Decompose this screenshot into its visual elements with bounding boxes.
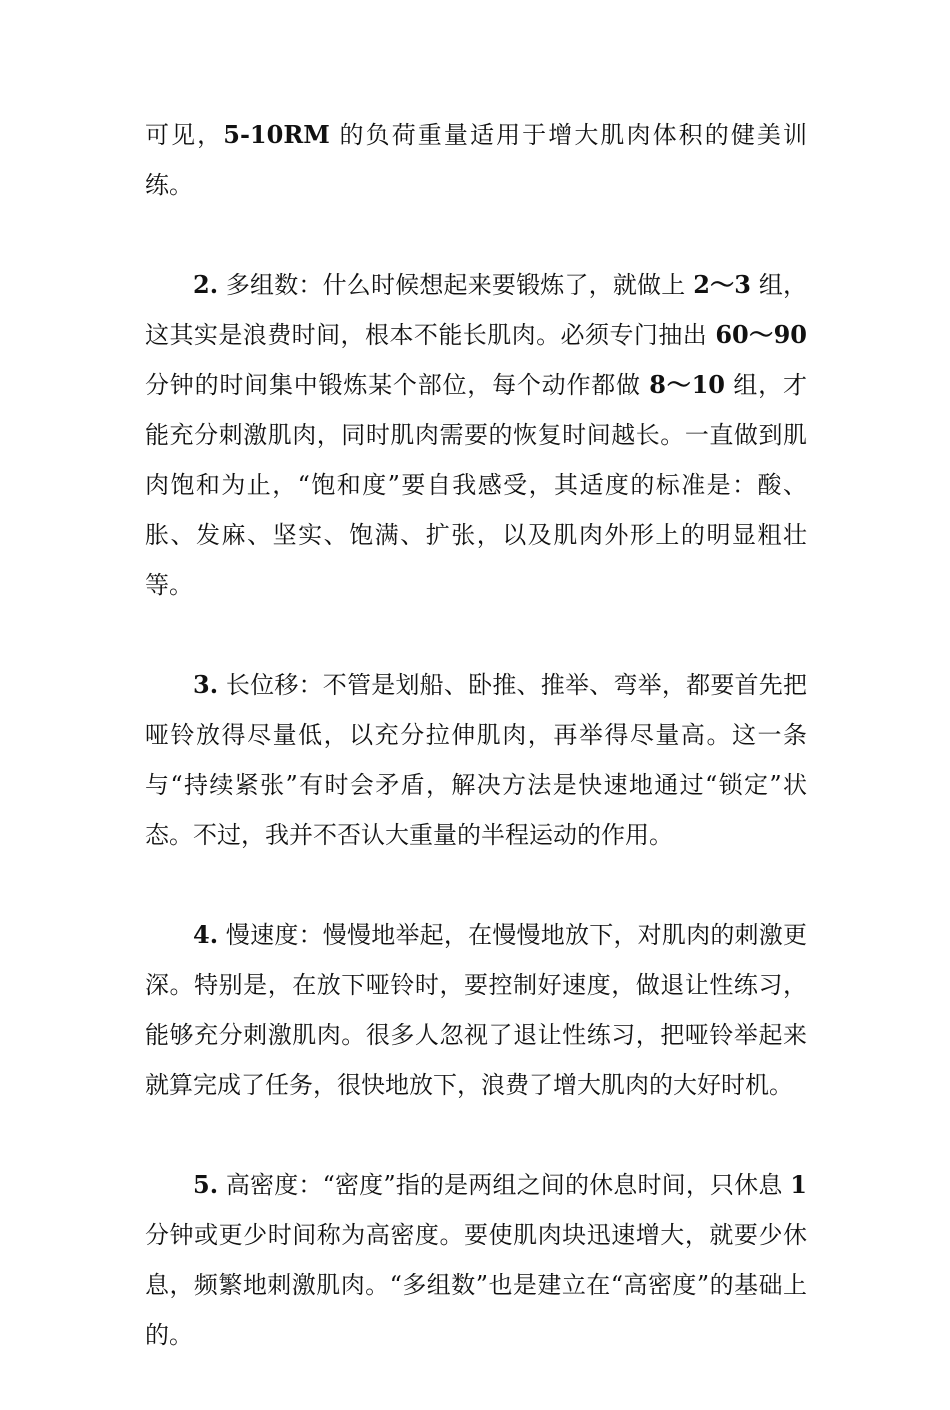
document-page <box>145 110 807 1410</box>
paragraph-intro-text-b: 的负荷重量适用于增大肌肉体积的健美训练。 <box>145 121 807 199</box>
paragraph-4 <box>145 910 807 1110</box>
paragraph-3-text: 长位移：不管是划船、卧推、推举、弯举，都要首先把哑铃放得尽量低，以充分拉伸肌肉，再举得尽量高。这一条与“持续紧张”有时会矛盾，解决方法是快速地通过“锁定”状态。不过，我并不否认大重量的半程运动的作用。 <box>145 671 807 849</box>
paragraph-2-number: 2. <box>193 270 219 299</box>
paragraph-4-number: 4. <box>193 920 219 949</box>
paragraph-2-bold-2: 60～90 <box>715 320 807 349</box>
paragraph-5 <box>145 1160 807 1360</box>
paragraph-2-text-4: 组，才能充分刺激肌肉，同时肌肉需要的恢复时间越长。一直做到肌肉饱和为止，“饱和度”要自我感受，其适度的标准是：酸、胀、发麻、坚实、饱满、扩张，以及肌肉外形上的明显粗壮等。 <box>145 371 807 599</box>
paragraph-2-text-3: 分钟的时间集中锻炼某个部位，每个动作都做 <box>145 371 650 399</box>
paragraph-intro-text-a: 可见， <box>145 121 224 149</box>
paragraph-5-number: 5. <box>193 1170 219 1199</box>
paragraph-2-bold-3: 8～10 <box>649 370 725 399</box>
paragraph-2-text-2: 组，这其实是浪费时间，根本不能长肌肉。必须专门抽出 <box>145 271 807 349</box>
paragraph-3 <box>145 660 807 860</box>
paragraph-5-text-2: 分钟或更少时间称为高密度。要使肌肉块迅速增大，就要少休息，频繁地刺激肌肉。“多组数”也是建立在“高密度”的基础上的。 <box>145 1221 807 1349</box>
paragraph-3-number: 3. <box>193 670 219 699</box>
paragraph-intro <box>145 110 807 210</box>
paragraph-4-text: 慢速度：慢慢地举起，在慢慢地放下，对肌肉的刺激更深。特别是，在放下哑铃时，要控制好速度，做退让性练习，能够充分刺激肌肉。很多人忽视了退让性练习，把哑铃举起来就算完成了任务，很快地放下，浪费了增大肌肉的大好时机。 <box>145 921 807 1099</box>
paragraph-5-text: 高密度：“密度”指的是两组之间的休息时间，只休息 <box>218 1171 791 1199</box>
paragraph-5-bold-1: 1 <box>790 1170 807 1199</box>
paragraph-2-bold-1: 2～3 <box>693 270 751 299</box>
paragraph-intro-bold: 5-10RM <box>223 120 330 149</box>
paragraph-2-text: 多组数：什么时候想起来要锻炼了，就做上 <box>218 271 694 299</box>
paragraph-2 <box>145 260 807 610</box>
